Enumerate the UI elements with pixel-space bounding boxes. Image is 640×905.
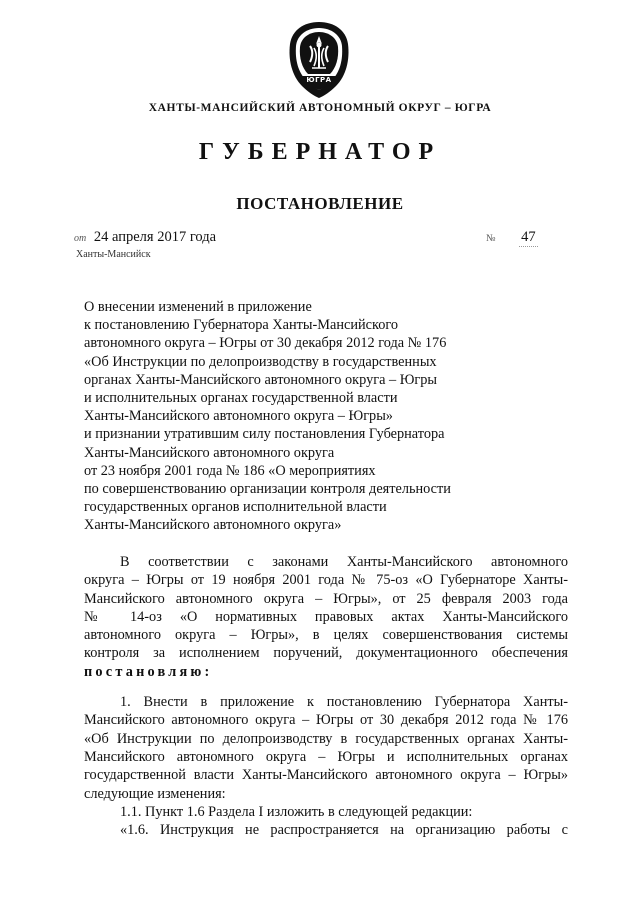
subject-line: О внесении изменений в приложение (84, 299, 312, 315)
item-1-6-quote: «1.6. Инструкция не распространяется на организацию работы с (120, 822, 568, 839)
date-line (74, 229, 216, 246)
subject-line: органах Ханты-Мансийского автономного округа – Югры (84, 371, 438, 388)
item-1-1: 1.1. Пункт 1.6 Раздела I изложить в следующей редакции: (120, 803, 473, 820)
item-1-line: следующие изменения: (84, 785, 226, 802)
subject-line: и исполнительных органах государственной власти (84, 389, 398, 406)
preamble-line: № 14-оз «О нормативных правовых актах Ханты-Мансийского (84, 608, 568, 625)
subject-line: к постановлению Губернатора Ханты-Мансийского (84, 317, 399, 334)
preamble-line: автономного округа – Югры», в целях совершенствования системы (84, 627, 568, 644)
item-1-line: «Об Инструкции по делопроизводству в государственных органах Ханты- (84, 730, 568, 747)
number-prefix: № (486, 233, 496, 244)
subject-line: автономного округа – Югры от 30 декабря 2012 года № 176 (84, 335, 447, 352)
item-1-line: Мансийского автономного округа – Югры и исполнительных органах (84, 748, 568, 765)
decree-body (84, 553, 568, 839)
document-date: 24 апреля 2017 года (93, 229, 217, 245)
subject-line: Ханты-Мансийского автономного округа (84, 444, 335, 461)
emblem-text: ЮГРА (306, 76, 332, 84)
decree-word: постановляю: (84, 663, 213, 680)
coat-of-arms-emblem (286, 20, 352, 100)
date-prefix: от (74, 233, 87, 244)
preamble-line: В соответствии с законами Ханты-Мансийского автономного (120, 554, 568, 570)
subject-line: «Об Инструкции по делопроизводству в государственных (84, 353, 437, 370)
subject-line: Ханты-Мансийского автономного округа – Югры» (84, 408, 393, 425)
emblem-shield-icon (286, 20, 352, 100)
governor-heading: ГУБЕРНАТОР (198, 139, 442, 165)
subject-line: государственных органов исполнительной власти (84, 499, 387, 516)
subject-line: Ханты-Мансийского автономного округа» (84, 517, 342, 534)
subject-line: по совершенствованию организации контроля деятельности (84, 480, 451, 497)
subject-line: и признании утратившим силу постановления Губернатора (84, 426, 445, 443)
document-number: 47 (521, 229, 536, 245)
preamble-line: контроля за исполнением поручений, документационного обеспечения (84, 645, 568, 662)
decree-heading: ПОСТАНОВЛЕНИЕ (236, 194, 404, 213)
preamble-line: округа – Югры от 19 ноября 2001 года № 75-оз «О Губернаторе Ханты- (84, 572, 568, 589)
issue-city: Ханты-Мансийск (76, 249, 151, 260)
subject-line: от 23 ноября 2001 года № 186 «О мероприятиях (84, 462, 376, 479)
decree-subject (84, 298, 504, 534)
preamble-line: Мансийского автономного округа – Югры», от 25 февраля 2003 года (84, 590, 568, 607)
region-title: ХАНТЫ-МАНСИЙСКИЙ АВТОНОМНЫЙ ОКРУГ – ЮГРА (148, 102, 492, 114)
item-1-line: государственной власти Ханты-Мансийского автономного округа – Югры» (84, 767, 568, 784)
number-line (486, 229, 538, 247)
item-1-line: Мансийского автономного округа – Югры от 30 декабря 2012 года № 176 (84, 712, 568, 729)
item-1-line: 1. Внести в приложение к постановлению Губернатора Ханты- (120, 694, 568, 711)
